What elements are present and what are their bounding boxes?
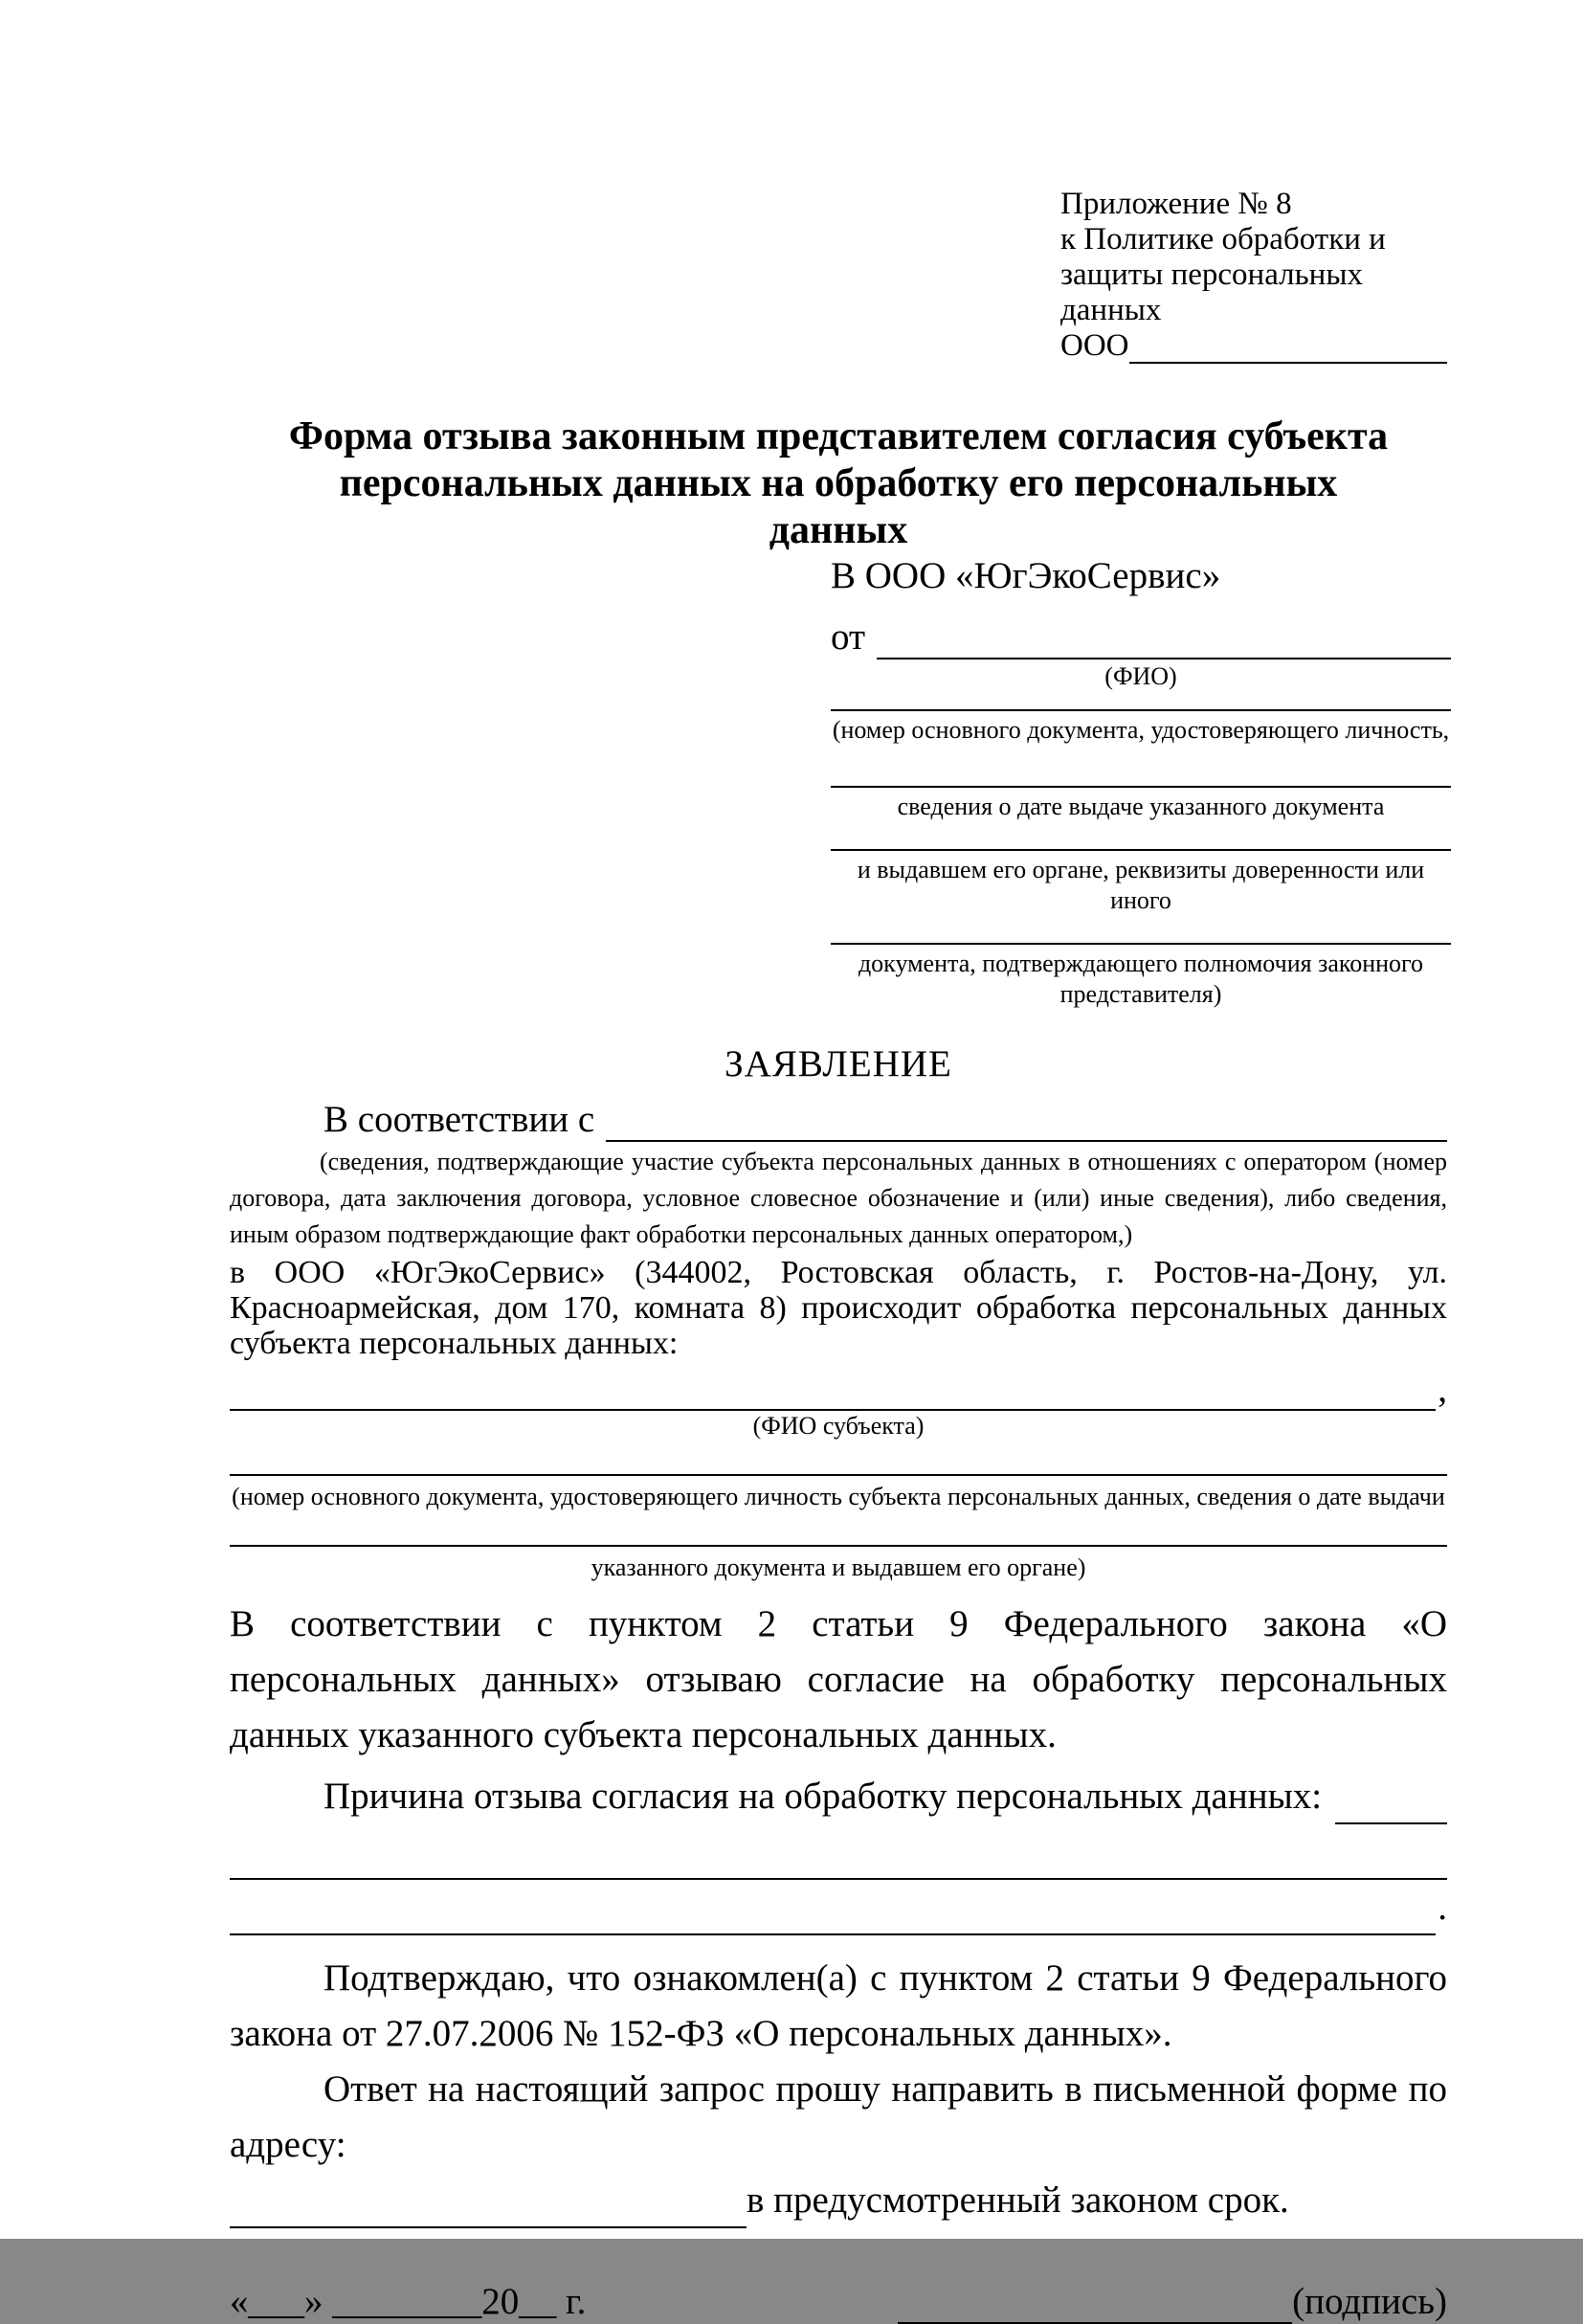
accordance-blank-line (606, 1118, 1447, 1142)
appendix-line: защиты персональных данных (1060, 257, 1363, 327)
blank-caption-unit (831, 943, 1451, 1010)
authority-document-blank-line (831, 943, 1451, 945)
representative-fio-blank-line (877, 635, 1451, 659)
signature-caption: (подпись) (1292, 2281, 1447, 2322)
response-address-row (230, 2173, 1447, 2228)
from-label: от (831, 616, 866, 658)
form-title: Форма отзыва законным представителем согласия субъекта персональных данных на обработку его персональных данных (288, 414, 1389, 552)
appendix-line: Приложение № 8 (1060, 187, 1292, 221)
addressee-to-line: В ООО «ЮгЭкоСервис» (831, 555, 1221, 596)
fine-print-caption: (сведения, подтверждающие участие субъекта персональных данных в отношениях с оператором (номер договора, дата заключения договора, условное словесное обозначение и (или) иные сведения), либо сведения, иным образом подтверждающие факт обработки персональных данных оператором,) (230, 1148, 1447, 1248)
appendix-block (1060, 187, 1447, 364)
signature-group (898, 2280, 1447, 2324)
statement-heading: ЗАЯВЛЕНИЕ (725, 1043, 952, 1084)
blank-caption-unit (230, 1545, 1447, 1583)
blank-caption-unit (831, 709, 1451, 746)
reason-blank-row (230, 1880, 1447, 1935)
blank-caption-unit (831, 786, 1451, 822)
subject-fio-blank-line (230, 1375, 1436, 1411)
reason-line-suffix: . (1438, 1887, 1447, 1928)
blank-caption: (номер основного документа, удостоверяющего личность, (832, 716, 1450, 744)
reason-row (230, 1769, 1447, 1824)
withdrawal-paragraph: В соответствии с пунктом 2 статьи 9 Федерального закона «О персональных данных» отзываю согласие на обработку персональных данных указанного субъекта персональных данных. (230, 1603, 1447, 1755)
accordance-row (230, 1098, 1447, 1142)
appendix-line: к Политике обработки и (1060, 222, 1386, 257)
reason-blank-line-3 (230, 1904, 1436, 1935)
blank-caption: (номер основного документа, удостоверяющего личность субъекта персональных данных, сведения о дате выдачи (232, 1483, 1445, 1510)
issuing-authority-blank-line (831, 849, 1451, 851)
appendix-org-row (1060, 328, 1447, 364)
reason-blank-line-1 (1335, 1797, 1447, 1824)
org-name-blank-line (1129, 345, 1448, 364)
response-paragraph: Ответ на настоящий запрос прошу направить в письменной форме по адресу: (230, 2068, 1447, 2165)
confirmation-paragraph: Подтверждаю, что ознакомлен(а) с пунктом 2 статьи 9 Федерального закона от 27.07.2006 № 152-ФЗ «О персональных данных». (230, 1957, 1447, 2054)
response-address-blank-line (230, 2199, 747, 2228)
addressee-from-row (831, 615, 1451, 659)
reason-label: Причина отзыва согласия на обработку персональных данных: (323, 1776, 1323, 1817)
fio-caption: (ФИО) (1104, 662, 1177, 690)
blank-caption: указанного документа и выдавшем его органе) (591, 1553, 1086, 1581)
response-suffix: в предусмотренный законом срок. (747, 2179, 1289, 2221)
blank-caption-unit (831, 849, 1451, 916)
signature-blank-line (898, 2299, 1292, 2324)
addressee-block (831, 554, 1451, 1010)
subject-document-blank-line (230, 1474, 1447, 1476)
date-line: «___» ________20__ г. (230, 2281, 587, 2322)
reason-blank-line-2 (230, 1848, 1447, 1880)
footer-row (230, 2280, 1447, 2324)
subject-fio-row (230, 1369, 1447, 1411)
operator-paragraph: в ООО «ЮгЭкоСервис» (344002, Ростовская область, г. Ростов-на-Дону, ул. Красноармейская, дом 170, комната 8) происходит обработка персональных данных субъекта персональных данных: (230, 1255, 1447, 1361)
blank-caption: сведения о дате выдаче указанного документа (897, 793, 1385, 820)
accordance-label: В соответствии с (323, 1099, 595, 1140)
blank-caption: документа, подтверждающего полномочия законного представителя) (858, 950, 1424, 1008)
subject-document-blank-line-2 (230, 1545, 1447, 1547)
subject-line-suffix: , (1438, 1369, 1447, 1410)
blank-caption-unit (230, 1474, 1447, 1512)
org-prefix-label: ООО (1060, 328, 1129, 363)
subject-fio-caption: (ФИО субъекта) (752, 1412, 925, 1440)
reason-blank-row (230, 1824, 1447, 1880)
blank-caption: и выдавшем его органе, реквизиты доверенности или иного (857, 856, 1425, 914)
issue-date-blank-line (831, 786, 1451, 788)
document-number-blank-line (831, 709, 1451, 711)
